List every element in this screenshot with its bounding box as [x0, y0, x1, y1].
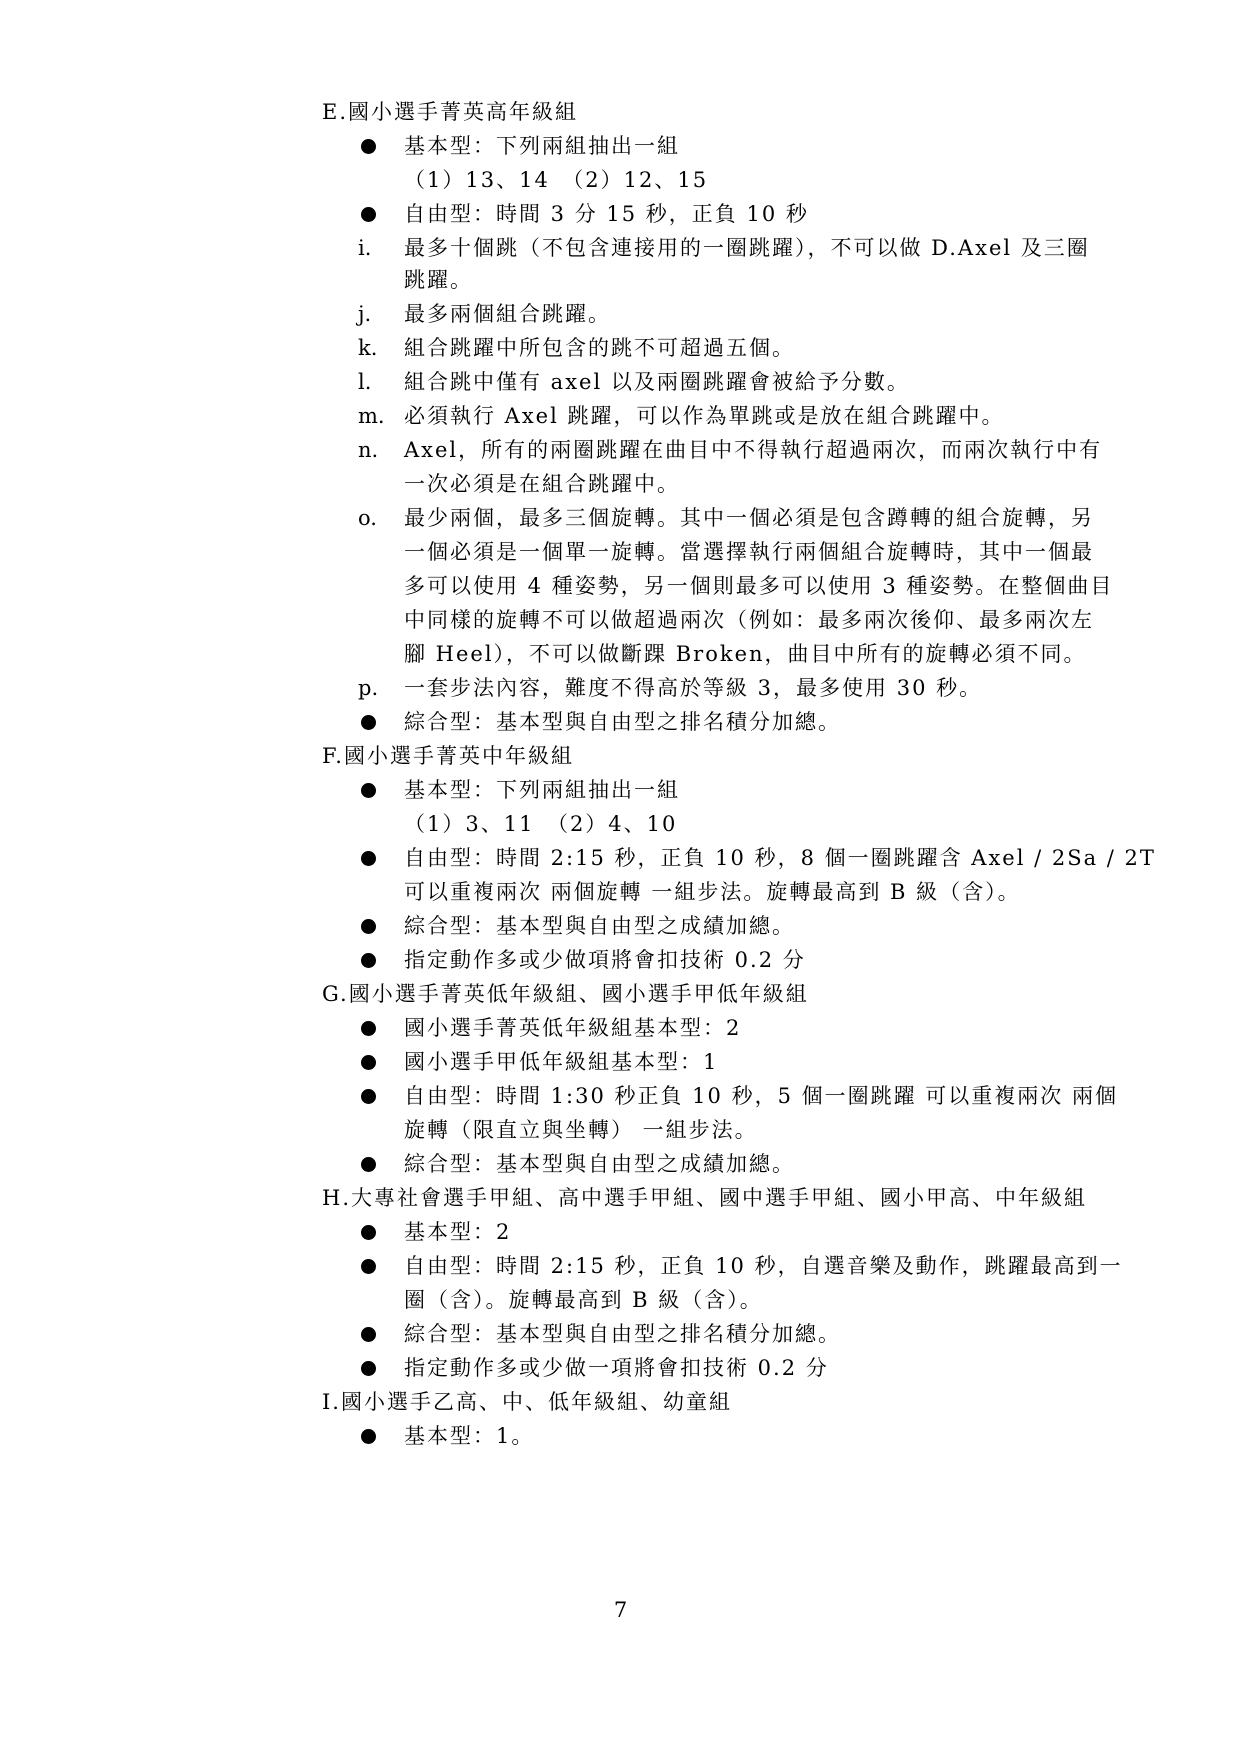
bullet-icon: [361, 1361, 376, 1376]
list-item-text: 必須執行 Axel 跳躍，可以作為單跳或是放在組合跳躍中。: [404, 404, 1005, 428]
list-item-text: 基本型：下列兩組抽出一組: [404, 778, 680, 802]
list-item-text: 旋轉（限直立與坐轉） 一組步法。: [404, 1118, 758, 1142]
bullet-icon: [361, 1021, 376, 1036]
list-item-text: 一套步法內容，難度不得高於等級 3，最多使用 30 秒。: [404, 676, 983, 700]
list-marker: l.: [358, 370, 372, 394]
list-item-text: 多可以使用 4 種姿勢，另一個則最多可以使用 3 種姿勢。在整個曲目: [404, 574, 1114, 598]
list-item-text: 基本型：1。: [404, 1424, 535, 1448]
list-item-text: 綜合型：基本型與自由型之排名積分加總。: [404, 710, 841, 734]
list-marker: k.: [358, 336, 378, 360]
bullet-icon: [361, 139, 376, 154]
list-item-text: 自由型：時間 2:15 秒，正負 10 秒，8 個一圈跳躍含 Axel / 2Sa / 2T: [404, 846, 1156, 870]
bullet-icon: [361, 1327, 376, 1342]
list-item-text: 一次必須是在組合跳躍中。: [404, 472, 680, 496]
bullet-icon: [361, 783, 376, 798]
section-heading: E.國小選手菁英高年級組: [322, 100, 579, 124]
bullet-icon: [361, 953, 376, 968]
list-item-text: 一個必須是一個單一旋轉。當選擇執行兩個組合旋轉時，其中一個最: [404, 540, 1094, 564]
list-item-text: 國小選手甲低年級組基本型：1: [404, 1050, 719, 1074]
list-item-text: 綜合型：基本型與自由型之成績加總。: [404, 1152, 795, 1176]
bullet-icon: [361, 851, 376, 866]
list-item-text: Axel，所有的兩圈跳躍在曲目中不得執行超過兩次，而兩次執行中有: [404, 438, 1103, 462]
bullet-icon: [361, 1055, 376, 1070]
list-item-text: 指定動作多或少做一項將會扣技術 0.2 分: [404, 1356, 829, 1380]
list-item-text: 基本型：2: [404, 1220, 512, 1244]
list-item-text: 跳躍。: [404, 268, 473, 292]
bullet-icon: [361, 1089, 376, 1104]
list-item-text: 國小選手菁英低年級組基本型：2: [404, 1016, 742, 1040]
section-heading: G.國小選手菁英低年級組、國小選手甲低年級組: [322, 982, 809, 1006]
list-item-text: 可以重複兩次 兩個旋轉 一組步法。旋轉最高到 B 級（含）。: [404, 880, 1021, 904]
bullet-icon: [361, 919, 376, 934]
bullet-icon: [361, 1259, 376, 1274]
list-item-text: 指定動作多或少做項將會扣技術 0.2 分: [404, 948, 806, 972]
list-item-text: 最多兩個組合跳躍。: [404, 302, 611, 326]
list-marker: n.: [358, 438, 379, 462]
list-item-text: （1）3、11 （2）4、10: [404, 812, 678, 836]
list-marker: j.: [358, 302, 372, 326]
list-item-text: 組合跳中僅有 axel 以及兩圈跳躍會被給予分數。: [404, 370, 910, 394]
bullet-icon: [361, 715, 376, 730]
list-item-text: 中同樣的旋轉不可以做超過兩次（例如：最多兩次後仰、最多兩次左: [404, 608, 1094, 632]
list-marker: m.: [358, 404, 385, 428]
list-item-text: 最多十個跳（不包含連接用的一圈跳躍），不可以做 D.Axel 及三圈: [404, 236, 1090, 260]
list-item-text: 自由型：時間 2:15 秒，正負 10 秒，自選音樂及動作，跳躍最高到一: [404, 1254, 1123, 1278]
list-item-text: 腳 Heel），不可以做斷踝 Broken，曲目中所有的旋轉必須不同。: [404, 642, 1087, 666]
list-marker: o.: [358, 506, 377, 530]
bullet-icon: [361, 1157, 376, 1172]
list-item-text: （1）13、14 （2）12、15: [404, 168, 709, 192]
bullet-icon: [361, 1225, 376, 1240]
list-marker: p.: [358, 676, 379, 700]
list-item-text: 自由型：時間 3 分 15 秒，正負 10 秒: [404, 202, 809, 226]
section-heading: I.國小選手乙高、中、低年級組、幼童組: [322, 1390, 732, 1414]
list-item-text: 綜合型：基本型與自由型之成績加總。: [404, 914, 795, 938]
list-item-text: 綜合型：基本型與自由型之排名積分加總。: [404, 1322, 841, 1346]
list-marker: i.: [358, 236, 372, 260]
page-number: 7: [613, 1598, 628, 1622]
list-item-text: 基本型：下列兩組抽出一組: [404, 134, 680, 158]
section-heading: H.大專社會選手甲組、高中選手甲組、國中選手甲組、國小甲高、中年級組: [322, 1186, 1087, 1210]
list-item-text: 圈（含）。旋轉最高到 B 級（含）。: [404, 1288, 763, 1312]
list-item-text: 最少兩個，最多三個旋轉。其中一個必須是包含蹲轉的組合旋轉，另: [404, 506, 1094, 530]
bullet-icon: [361, 1429, 376, 1444]
bullet-icon: [361, 207, 376, 222]
section-heading: F.國小選手菁英中年級組: [322, 744, 574, 768]
list-item-text: 組合跳躍中所包含的跳不可超過五個。: [404, 336, 795, 360]
list-item-text: 自由型：時間 1:30 秒正負 10 秒，5 個一圈跳躍 可以重複兩次 兩個: [404, 1084, 1118, 1108]
